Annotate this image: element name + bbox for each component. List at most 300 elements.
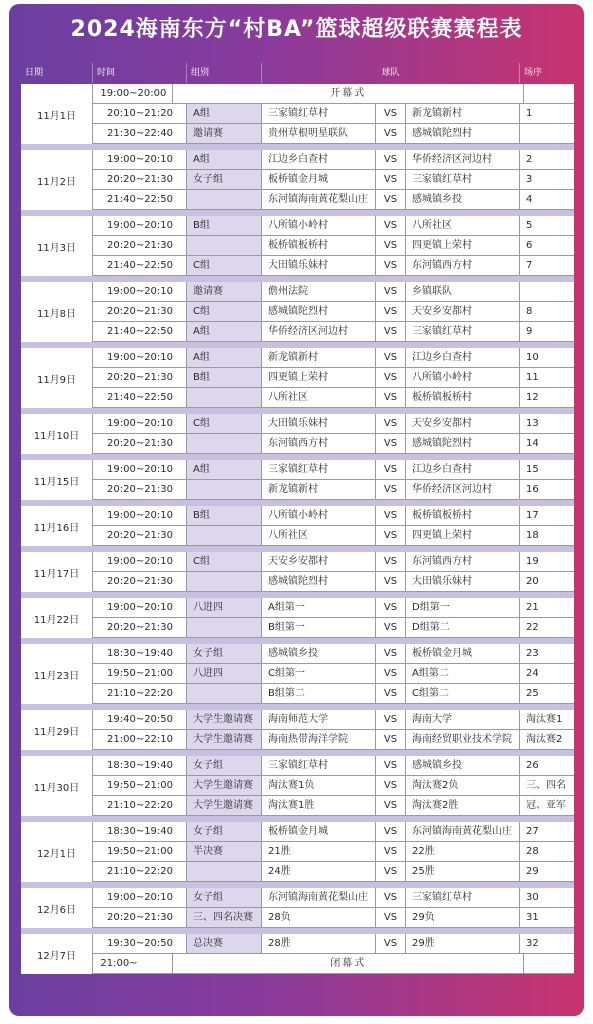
vs-cell: VS (376, 434, 406, 454)
vs-cell: VS (376, 124, 406, 144)
vs-cell: VS (376, 322, 406, 342)
table-row (21, 822, 574, 842)
vs-cell: VS (376, 282, 406, 302)
day-block (21, 934, 574, 974)
vs-cell: VS (376, 368, 406, 388)
home-team-cell: 东河镇西方村 (262, 434, 376, 454)
group-cell: 女子组 (187, 822, 262, 842)
away-team-cell: 大田镇乐妹村 (406, 572, 520, 592)
group-cell: 八进四 (187, 664, 262, 684)
group-cell (187, 236, 262, 256)
time-cell: 21:40~22:50 (93, 256, 187, 276)
time-cell: 19:00~20:10 (93, 460, 187, 480)
away-team-cell: 感城镇陀烈村 (406, 124, 520, 144)
home-team-cell: 21胜 (262, 842, 376, 862)
table-row (21, 730, 574, 750)
away-team-cell: 海南经贸职业技术学院 (406, 730, 520, 750)
vs-cell: VS (376, 684, 406, 704)
vs-cell: VS (376, 776, 406, 796)
table-row (21, 368, 574, 388)
home-team-cell: 三家镇红草村 (262, 460, 376, 480)
away-team-cell: 三家镇红草村 (406, 170, 520, 190)
group-cell: 大学生邀请赛 (187, 730, 262, 750)
seq-cell: 三、四名 (520, 776, 574, 796)
time-cell: 20:20~21:30 (93, 236, 187, 256)
group-cell: 大学生邀请赛 (187, 776, 262, 796)
date-cell: 11月1日 (21, 84, 93, 144)
group-cell (187, 480, 262, 500)
time-cell: 19:00~20:10 (93, 888, 187, 908)
table-row (21, 552, 574, 572)
vs-cell: VS (376, 908, 406, 928)
seq-cell: 7 (520, 256, 574, 276)
seq-cell: 淘汰赛1 (520, 710, 574, 730)
group-cell: B组 (187, 506, 262, 526)
day-block (21, 822, 574, 888)
day-block (21, 460, 574, 506)
vs-cell: VS (376, 388, 406, 408)
home-team-cell: 三家镇红草村 (262, 104, 376, 124)
table-row (21, 282, 574, 302)
ceremony-cell: 闭幕式 (173, 954, 524, 974)
seq-cell: 9 (520, 322, 574, 342)
table-row (21, 216, 574, 236)
vs-cell: VS (376, 506, 406, 526)
vs-cell: VS (376, 104, 406, 124)
seq-cell: 冠、亚军 (520, 796, 574, 816)
seq-cell: 21 (520, 598, 574, 618)
home-team-cell: 28负 (262, 908, 376, 928)
away-team-cell: 板桥镇板桥村 (406, 506, 520, 526)
home-team-cell: 淘汰赛1胜 (262, 796, 376, 816)
seq-cell: 6 (520, 236, 574, 256)
away-team-cell: 25胜 (406, 862, 520, 882)
time-cell: 19:50~21:00 (93, 776, 187, 796)
table-row (21, 480, 574, 500)
day-block (21, 282, 574, 348)
time-cell: 19:00~20:10 (93, 150, 187, 170)
home-team-cell: 儋州法院 (262, 282, 376, 302)
header-group: 组别 (187, 63, 262, 83)
group-cell: A组 (187, 150, 262, 170)
seq-cell: 19 (520, 552, 574, 572)
vs-cell: VS (376, 572, 406, 592)
seq-cell: 11 (520, 368, 574, 388)
seq-cell (520, 124, 574, 144)
seq-cell: 16 (520, 480, 574, 500)
date-cell: 11月9日 (21, 348, 93, 408)
day-block (21, 348, 574, 414)
day-block (21, 216, 574, 282)
table-row (21, 796, 574, 816)
home-team-cell: 感城镇乡投 (262, 644, 376, 664)
home-team-cell: 板桥镇板桥村 (262, 236, 376, 256)
vs-cell: VS (376, 822, 406, 842)
table-row (21, 618, 574, 638)
group-cell: C组 (187, 256, 262, 276)
day-block (21, 710, 574, 756)
vs-cell: VS (376, 526, 406, 546)
group-cell (187, 618, 262, 638)
group-cell: 女子组 (187, 888, 262, 908)
seq-cell: 淘汰赛2 (520, 730, 574, 750)
table-row (21, 888, 574, 908)
away-team-cell: 感城镇乡投 (406, 190, 520, 210)
vs-cell: VS (376, 710, 406, 730)
home-team-cell: 四更镇上荣村 (262, 368, 376, 388)
schedule-table (21, 84, 574, 974)
group-cell (187, 434, 262, 454)
table-row (21, 256, 574, 276)
time-cell: 19:30~20:50 (93, 934, 187, 954)
time-cell: 21:00~ (86, 954, 173, 974)
group-cell: 大学生邀请赛 (187, 796, 262, 816)
away-team-cell: D组第二 (406, 618, 520, 638)
vs-cell: VS (376, 756, 406, 776)
away-team-cell: 29胜 (406, 934, 520, 954)
group-cell: A组 (187, 460, 262, 480)
home-team-cell: 天安乡安都村 (262, 552, 376, 572)
vs-cell: VS (376, 150, 406, 170)
away-team-cell: 东河镇西方村 (406, 256, 520, 276)
vs-cell: VS (376, 170, 406, 190)
seq-cell: 23 (520, 644, 574, 664)
away-team-cell: D组第一 (406, 598, 520, 618)
group-cell: C组 (187, 552, 262, 572)
seq-cell: 8 (520, 302, 574, 322)
date-cell: 11月2日 (21, 150, 93, 210)
table-row (21, 776, 574, 796)
time-cell: 20:20~21:30 (93, 526, 187, 546)
seq-cell (520, 282, 574, 302)
home-team-cell: 八所镇小岭村 (262, 216, 376, 236)
time-cell: 19:00~20:10 (93, 598, 187, 618)
date-cell: 11月17日 (21, 552, 93, 592)
away-team-cell: 东河镇海南黄花梨山庄 (406, 822, 520, 842)
seq-cell: 2 (520, 150, 574, 170)
group-cell: 大学生邀请赛 (187, 710, 262, 730)
time-cell: 20:20~21:30 (93, 572, 187, 592)
home-team-cell: 贵州草根明星联队 (262, 124, 376, 144)
seq-cell: 5 (520, 216, 574, 236)
group-cell (187, 862, 262, 882)
day-block (21, 506, 574, 552)
date-cell: 11月29日 (21, 710, 93, 750)
time-cell: 20:20~21:30 (93, 302, 187, 322)
header-seq: 场序 (524, 68, 543, 78)
group-cell: B组 (187, 216, 262, 236)
seq-cell: 28 (520, 842, 574, 862)
time-cell: 20:20~21:30 (93, 434, 187, 454)
table-row (21, 414, 574, 434)
away-team-cell: 乡镇联队 (406, 282, 520, 302)
date-cell: 11月23日 (21, 644, 93, 704)
table-row (21, 348, 574, 368)
date-cell: 11月10日 (21, 414, 93, 454)
time-cell: 21:10~22:20 (93, 796, 187, 816)
seq-cell (524, 954, 574, 974)
seq-cell: 15 (520, 460, 574, 480)
vs-cell: VS (376, 888, 406, 908)
group-cell: 半决赛 (187, 842, 262, 862)
table-row (21, 572, 574, 592)
seq-cell: 18 (520, 526, 574, 546)
home-team-cell: 三家镇红草村 (262, 756, 376, 776)
table-row (21, 460, 574, 480)
home-team-cell: 大田镇乐妹村 (262, 256, 376, 276)
time-cell: 19:40~20:50 (93, 710, 187, 730)
table-row (21, 236, 574, 256)
date-cell: 12月1日 (21, 822, 93, 882)
date-cell: 12月6日 (21, 888, 93, 928)
group-cell: 女子组 (187, 644, 262, 664)
home-team-cell: 东河镇海南黄花梨山庄 (262, 190, 376, 210)
table-row (21, 388, 574, 408)
day-block (21, 756, 574, 822)
home-team-cell: 八所社区 (262, 526, 376, 546)
home-team-cell: A组第一 (262, 598, 376, 618)
vs-cell: VS (376, 796, 406, 816)
vs-cell: VS (376, 598, 406, 618)
vs-cell: VS (376, 480, 406, 500)
time-cell: 20:20~21:30 (93, 368, 187, 388)
group-cell: 邀请赛 (187, 124, 262, 144)
vs-cell: VS (376, 664, 406, 684)
away-team-cell: 29负 (406, 908, 520, 928)
seq-cell: 26 (520, 756, 574, 776)
away-team-cell: A组第二 (406, 664, 520, 684)
home-team-cell: 感城镇陀烈村 (262, 572, 376, 592)
away-team-cell: 淘汰赛2胜 (406, 796, 520, 816)
away-team-cell: C组第二 (406, 684, 520, 704)
day-block (21, 84, 574, 150)
table-row (21, 124, 574, 144)
time-cell: 21:10~22:20 (93, 684, 187, 704)
day-block (21, 414, 574, 460)
table-row (21, 322, 574, 342)
table-row (21, 526, 574, 546)
home-team-cell: B组第二 (262, 684, 376, 704)
table-row (21, 842, 574, 862)
vs-cell: VS (376, 302, 406, 322)
away-team-cell: 三家镇红草村 (406, 322, 520, 342)
group-cell (187, 684, 262, 704)
home-team-cell: 海南师范大学 (262, 710, 376, 730)
seq-cell: 32 (520, 934, 574, 954)
table-row (21, 302, 574, 322)
vs-cell: VS (376, 216, 406, 236)
vs-cell: VS (376, 190, 406, 210)
away-team-cell: 感城镇陀烈村 (406, 434, 520, 454)
time-cell: 21:30~22:40 (93, 124, 187, 144)
time-cell: 20:10~21:20 (93, 104, 187, 124)
away-team-cell: 22胜 (406, 842, 520, 862)
time-cell: 21:40~22:50 (93, 190, 187, 210)
seq-cell: 12 (520, 388, 574, 408)
home-team-cell: 八所社区 (262, 388, 376, 408)
table-row (21, 644, 574, 664)
group-cell (187, 190, 262, 210)
header-team: 球队 (262, 63, 520, 83)
away-team-cell: 淘汰赛2负 (406, 776, 520, 796)
home-team-cell: 东河镇海南黄花梨山庄 (262, 888, 376, 908)
home-team-cell: C组第一 (262, 664, 376, 684)
date-cell: 12月7日 (21, 934, 93, 974)
away-team-cell: 板桥镇板桥村 (406, 388, 520, 408)
date-cell: 11月22日 (21, 598, 93, 638)
home-team-cell: 板桥镇金月城 (262, 822, 376, 842)
home-team-cell: 新龙镇新村 (262, 348, 376, 368)
time-cell: 19:00~20:10 (93, 348, 187, 368)
table-row (21, 684, 574, 704)
away-team-cell: 板桥镇金月城 (406, 644, 520, 664)
table-row (21, 908, 574, 928)
page-title: 2024海南东方“村BA”篮球超级联赛赛程表 (70, 17, 523, 42)
seq-cell: 13 (520, 414, 574, 434)
vs-cell: VS (376, 348, 406, 368)
table-row (21, 664, 574, 684)
time-cell: 21:10~22:20 (93, 862, 187, 882)
vs-cell: VS (376, 414, 406, 434)
time-cell: 19:00~20:00 (86, 84, 173, 104)
time-cell: 20:20~21:30 (93, 170, 187, 190)
time-cell: 21:40~22:50 (93, 388, 187, 408)
away-team-cell: 八所社区 (406, 216, 520, 236)
vs-cell: VS (376, 236, 406, 256)
group-cell: 八进四 (187, 598, 262, 618)
table-row (21, 710, 574, 730)
home-team-cell: 江边乡白查村 (262, 150, 376, 170)
table-row (21, 104, 574, 124)
group-cell: B组 (187, 368, 262, 388)
table-header (21, 63, 574, 83)
group-cell: 三、四名决赛 (187, 908, 262, 928)
away-team-cell: 海南大学 (406, 710, 520, 730)
vs-cell: VS (376, 618, 406, 638)
group-cell: 女子组 (187, 756, 262, 776)
away-team-cell: 天安乡安都村 (406, 302, 520, 322)
time-cell: 21:40~22:50 (93, 322, 187, 342)
day-block (21, 598, 574, 644)
table-row (21, 862, 574, 882)
vs-cell: VS (376, 644, 406, 664)
away-team-cell: 三家镇红草村 (406, 888, 520, 908)
group-cell (187, 388, 262, 408)
date-cell: 11月16日 (21, 506, 93, 546)
time-cell: 19:50~21:00 (93, 842, 187, 862)
time-cell: 19:00~20:10 (93, 414, 187, 434)
table-row (21, 84, 574, 104)
away-team-cell: 华侨经济区河边村 (406, 150, 520, 170)
table-row (21, 170, 574, 190)
group-cell (187, 572, 262, 592)
away-team-cell: 江边乡白查村 (406, 460, 520, 480)
group-cell: A组 (187, 104, 262, 124)
header-time: 时间 (93, 63, 187, 83)
ceremony-cell: 开幕式 (173, 84, 524, 104)
vs-cell: VS (376, 552, 406, 572)
group-cell: C组 (187, 414, 262, 434)
group-cell: A组 (187, 322, 262, 342)
away-team-cell: 八所镇小岭村 (406, 368, 520, 388)
table-row (21, 434, 574, 454)
table-row (21, 934, 574, 954)
away-team-cell: 华侨经济区河边村 (406, 480, 520, 500)
time-cell: 20:20~21:30 (93, 908, 187, 928)
away-team-cell: 江边乡白查村 (406, 348, 520, 368)
home-team-cell: 八所镇小岭村 (262, 506, 376, 526)
table-row (21, 954, 574, 974)
group-cell: A组 (187, 348, 262, 368)
table-row (21, 150, 574, 170)
day-block (21, 552, 574, 598)
vs-cell: VS (376, 934, 406, 954)
table-row (21, 756, 574, 776)
time-cell: 19:00~20:10 (93, 552, 187, 572)
away-team-cell: 四更镇上荣村 (406, 526, 520, 546)
time-cell: 21:00~22:10 (93, 730, 187, 750)
home-team-cell: 24胜 (262, 862, 376, 882)
seq-cell: 10 (520, 348, 574, 368)
date-cell: 11月30日 (21, 756, 93, 816)
home-team-cell: 淘汰赛1负 (262, 776, 376, 796)
vs-cell: VS (376, 842, 406, 862)
group-cell: 女子组 (187, 170, 262, 190)
time-cell: 19:00~20:10 (93, 216, 187, 236)
seq-cell: 25 (520, 684, 574, 704)
time-cell: 18:30~19:40 (93, 644, 187, 664)
seq-cell: 17 (520, 506, 574, 526)
vs-cell: VS (376, 730, 406, 750)
seq-cell: 1 (520, 104, 574, 124)
seq-cell: 20 (520, 572, 574, 592)
time-cell: 18:30~19:40 (93, 822, 187, 842)
away-team-cell: 四更镇上荣村 (406, 236, 520, 256)
day-block (21, 888, 574, 934)
seq-cell: 29 (520, 862, 574, 882)
home-team-cell: 海南热带海洋学院 (262, 730, 376, 750)
home-team-cell: 感城镇陀烈村 (262, 302, 376, 322)
seq-cell (524, 84, 574, 104)
date-cell: 11月15日 (21, 460, 93, 500)
home-team-cell: 大田镇乐妹村 (262, 414, 376, 434)
vs-cell: VS (376, 256, 406, 276)
seq-cell: 22 (520, 618, 574, 638)
seq-cell: 24 (520, 664, 574, 684)
away-team-cell: 新龙镇新村 (406, 104, 520, 124)
table-row (21, 506, 574, 526)
table-row (21, 598, 574, 618)
seq-cell: 31 (520, 908, 574, 928)
header-date: 日期 (21, 63, 93, 83)
away-team-cell: 天安乡安都村 (406, 414, 520, 434)
vs-cell: VS (376, 460, 406, 480)
away-team-cell: 感城镇乡投 (406, 756, 520, 776)
group-cell: 邀请赛 (187, 282, 262, 302)
seq-cell: 3 (520, 170, 574, 190)
seq-cell: 30 (520, 888, 574, 908)
time-cell: 19:00~20:10 (93, 282, 187, 302)
time-cell: 18:30~19:40 (93, 756, 187, 776)
seq-cell: 14 (520, 434, 574, 454)
date-cell: 11月3日 (21, 216, 93, 276)
time-cell: 19:50~21:00 (93, 664, 187, 684)
group-cell (187, 526, 262, 546)
home-team-cell: 28胜 (262, 934, 376, 954)
home-team-cell: B组第一 (262, 618, 376, 638)
time-cell: 20:20~21:30 (93, 618, 187, 638)
day-block (21, 150, 574, 216)
